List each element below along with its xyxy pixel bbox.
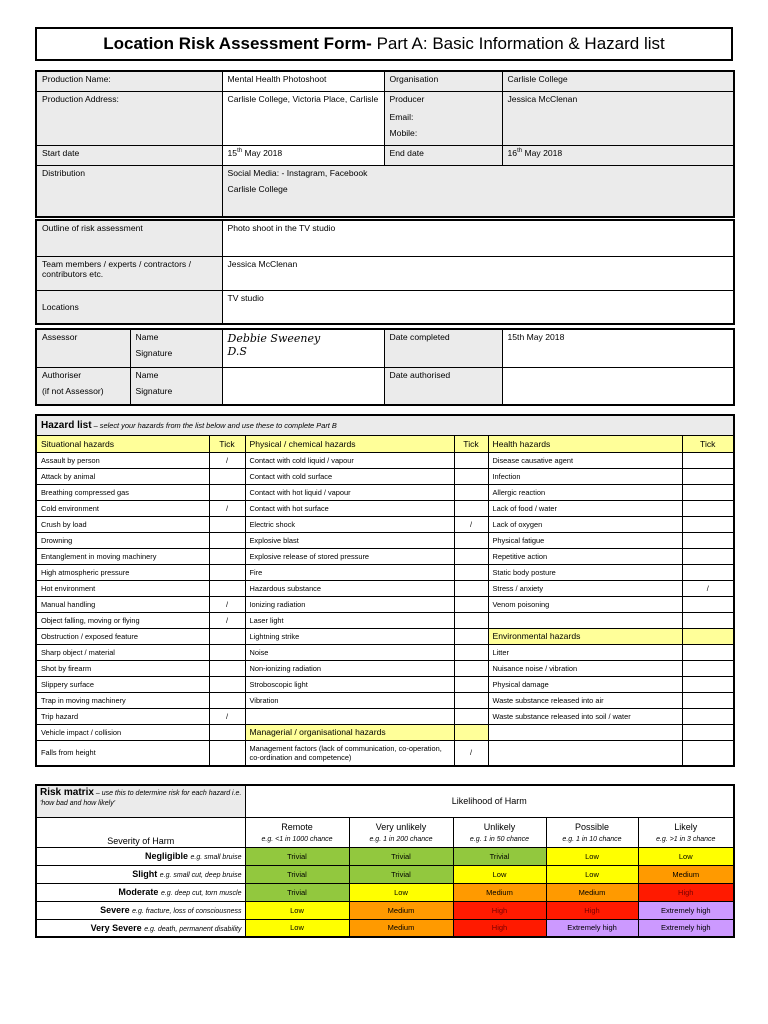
health-tick[interactable] <box>682 516 734 532</box>
form-title-rest: Part A: Basic Information & Hazard list <box>371 34 665 53</box>
physical-hazard: Contact with cold liquid / vapour <box>245 452 454 468</box>
situational-hazard: Manual handling <box>36 596 209 612</box>
start-date-rest: May 2018 <box>242 147 283 158</box>
hazard-row <box>36 676 734 692</box>
situational-hazard: Hot environment <box>36 580 209 596</box>
health-tick[interactable] <box>682 548 734 564</box>
likelihood-example: e.g. 1 in 50 chance <box>469 835 530 843</box>
hazard-list-title: Hazard list <box>41 419 92 431</box>
environmental-hazard: Waste substance released into air <box>488 692 682 708</box>
situational-hazard: Trip hazard <box>36 708 209 724</box>
producer-value[interactable]: Jessica McClenan <box>502 91 734 145</box>
situational-tick[interactable] <box>209 564 245 580</box>
severity-cell <box>36 901 245 919</box>
situational-tick[interactable] <box>209 548 245 564</box>
situational-tick[interactable] <box>209 532 245 548</box>
physical-hazard: Explosive release of stored pressure <box>245 548 454 564</box>
situational-hazard: Object falling, moving or flying <box>36 612 209 628</box>
situational-hazard: Assault by person <box>36 452 209 468</box>
assessor-name-signature-value[interactable] <box>222 329 384 367</box>
situational-hazard: Vehicle impact / collision <box>36 724 209 740</box>
risk-matrix-caption <box>36 785 245 817</box>
likelihood-name: Unlikely <box>483 821 516 832</box>
risk-row <box>36 883 734 901</box>
health-tick[interactable]: / <box>682 580 734 596</box>
environmental-header-tick <box>682 628 734 644</box>
risk-level-cell: Extremely high <box>638 901 734 919</box>
situational-hazard: Slippery surface <box>36 676 209 692</box>
physical-tick[interactable] <box>454 612 488 628</box>
hazard-row <box>36 484 734 500</box>
physical-tick[interactable] <box>454 580 488 596</box>
health-tick[interactable] <box>682 484 734 500</box>
risk-level-cell: Low <box>245 919 349 937</box>
severity-label: Severity of Harm <box>36 817 245 847</box>
end-date-label: End date <box>384 145 502 165</box>
outline-section <box>35 219 733 325</box>
environmental-header: Environmental hazards <box>488 628 682 644</box>
risk-level-cell: High <box>546 901 638 919</box>
likelihood-name: Possible <box>574 821 610 832</box>
mobile-label: Mobile: <box>389 127 418 138</box>
risk-level-cell: Medium <box>453 883 546 901</box>
situational-tick[interactable]: / <box>209 708 245 724</box>
hazard-list-note: – select your hazards from the list below and use these to complete Part B <box>91 420 337 430</box>
risk-level-cell: High <box>638 883 734 901</box>
physical-tick[interactable] <box>454 452 488 468</box>
risk-matrix-title: Risk matrix <box>40 787 94 798</box>
health-hazard: Physical fatigue <box>488 532 682 548</box>
start-date-value[interactable] <box>222 145 384 165</box>
authoriser-signature-label: Signature <box>135 385 173 396</box>
risk-level-cell: Trivial <box>245 883 349 901</box>
physical-hazard: Lightning strike <box>245 628 454 644</box>
physical-hazard <box>245 708 454 724</box>
situational-tick[interactable] <box>209 580 245 596</box>
situational-tick-header: Tick <box>209 435 245 452</box>
risk-level-cell: Low <box>638 847 734 865</box>
health-hazard: Allergic reaction <box>488 484 682 500</box>
severity-name: Moderate <box>118 887 159 897</box>
likelihood-example: e.g. >1 in 3 chance <box>656 835 716 843</box>
situational-tick[interactable]: / <box>209 596 245 612</box>
physical-tick[interactable] <box>454 532 488 548</box>
authoriser-name-sig-labels <box>130 367 222 405</box>
risk-level-cell: High <box>453 919 546 937</box>
environmental-hazard: Litter <box>488 644 682 660</box>
situational-tick[interactable] <box>209 724 245 740</box>
form-title-bold: Location Risk Assessment Form- <box>103 34 372 53</box>
risk-matrix-section <box>35 784 733 938</box>
risk-level-cell: Low <box>453 865 546 883</box>
health-header: Health hazards <box>488 435 682 452</box>
physical-header: Physical / chemical hazards <box>245 435 454 452</box>
physical-tick[interactable] <box>454 628 488 644</box>
likelihood-3 <box>453 817 546 847</box>
locations-label: Locations <box>36 290 222 324</box>
risk-level-cell: Extremely high <box>546 919 638 937</box>
environmental-tick[interactable] <box>682 644 734 660</box>
end-date-day: 16 <box>507 147 518 158</box>
likelihood-1 <box>245 817 349 847</box>
risk-level-cell: Medium <box>638 865 734 883</box>
severity-example: e.g. small bruise <box>190 854 242 861</box>
physical-hazard: Hazardous substance <box>245 580 454 596</box>
risk-row <box>36 919 734 937</box>
health-hazard: Lack of food / water <box>488 500 682 516</box>
producer-block <box>384 91 502 145</box>
physical-tick[interactable] <box>454 644 488 660</box>
hazard-row <box>36 740 734 766</box>
risk-level-cell: Medium <box>349 901 453 919</box>
organisation-value[interactable]: Carlisle College <box>502 71 734 91</box>
health-hazard: Static body posture <box>488 564 682 580</box>
environmental-hazard: Waste substance released into soil / water <box>488 708 682 724</box>
production-address-value[interactable]: Carlisle College, Victoria Place, Carlisle <box>222 91 384 145</box>
assessor-name-sig-labels <box>130 329 222 367</box>
health-hazard: Stress / anxiety <box>488 580 682 596</box>
physical-hazard: Ionizing radiation <box>245 596 454 612</box>
health-hazard: Infection <box>488 468 682 484</box>
end-date-rest: May 2018 <box>522 147 563 158</box>
environmental-hazard: Nuisance noise / vibration <box>488 660 682 676</box>
situational-hazard: Attack by animal <box>36 468 209 484</box>
physical-hazard: Stroboscopic light <box>245 676 454 692</box>
physical-hazard: Contact with cold surface <box>245 468 454 484</box>
risk-level-cell: Low <box>349 883 453 901</box>
likelihood-4 <box>546 817 638 847</box>
environmental-tick[interactable] <box>682 676 734 692</box>
severity-cell <box>36 847 245 865</box>
situational-hazard: Cold environment <box>36 500 209 516</box>
likelihood-name: Remote <box>281 821 313 832</box>
likelihood-example: e.g. 1 in 10 chance <box>562 835 622 843</box>
situational-hazard: Sharp object / material <box>36 644 209 660</box>
outline-label: Outline of risk assessment <box>36 220 222 256</box>
situational-tick[interactable] <box>209 468 245 484</box>
situational-tick[interactable] <box>209 516 245 532</box>
physical-tick[interactable] <box>454 676 488 692</box>
likelihood-label: Likelihood of Harm <box>245 785 734 817</box>
environmental-tick[interactable] <box>682 724 734 740</box>
assessor-label: Assessor <box>36 329 130 367</box>
hazard-list-section <box>35 414 733 767</box>
authoriser-labels <box>36 367 130 405</box>
situational-tick[interactable]: / <box>209 612 245 628</box>
situational-hazard: Shot by firearm <box>36 660 209 676</box>
hazard-row <box>36 708 734 724</box>
health-hazard: Disease causative agent <box>488 452 682 468</box>
locations-value[interactable]: TV studio <box>222 290 734 324</box>
risk-level-cell: Low <box>546 865 638 883</box>
authoriser-value[interactable] <box>222 367 384 405</box>
environmental-hazard: Physical damage <box>488 676 682 692</box>
authoriser-name-label: Name <box>135 369 159 380</box>
severity-name: Slight <box>132 869 158 879</box>
physical-tick[interactable] <box>454 596 488 612</box>
physical-tick[interactable] <box>454 468 488 484</box>
physical-hazard: Noise <box>245 644 454 660</box>
severity-example: e.g. deep cut, torn muscle <box>160 890 242 897</box>
health-tick[interactable] <box>682 500 734 516</box>
situational-tick[interactable]: / <box>209 452 245 468</box>
risk-level-cell: Low <box>245 901 349 919</box>
hazard-row <box>36 580 734 596</box>
hazard-row <box>36 452 734 468</box>
authoriser-label: Authoriser <box>42 369 82 380</box>
severity-example: e.g. fracture, loss of consciousness <box>132 908 242 915</box>
assessor-signature-label: Signature <box>135 348 173 358</box>
managerial-tick[interactable]: / <box>454 740 488 766</box>
physical-hazard: Contact with hot surface <box>245 500 454 516</box>
physical-tick[interactable] <box>454 660 488 676</box>
severity-name: Very Severe <box>90 922 142 933</box>
severity-cell <box>36 883 245 901</box>
distribution-value[interactable] <box>222 165 734 217</box>
physical-tick[interactable] <box>454 548 488 564</box>
distribution-label: Distribution <box>36 165 222 217</box>
hazard-row <box>36 724 734 740</box>
environmental-tick[interactable] <box>682 660 734 676</box>
production-address-label: Production Address: <box>36 91 222 145</box>
situational-tick[interactable]: / <box>209 500 245 516</box>
severity-cell <box>36 919 245 937</box>
situational-tick[interactable] <box>209 740 245 766</box>
situational-tick[interactable] <box>209 660 245 676</box>
hazard-row <box>36 692 734 708</box>
physical-hazard: Explosive blast <box>245 532 454 548</box>
hazard-row <box>36 548 734 564</box>
physical-tick[interactable] <box>454 564 488 580</box>
physical-tick-header: Tick <box>454 435 488 452</box>
assessor-name-value: Debbie Sweeney <box>227 332 321 345</box>
physical-tick[interactable] <box>454 500 488 516</box>
hazard-row <box>36 612 734 628</box>
situational-hazard: Breathing compressed gas <box>36 484 209 500</box>
date-authorised-value[interactable] <box>502 367 734 405</box>
health-tick[interactable] <box>682 564 734 580</box>
health-tick[interactable] <box>682 468 734 484</box>
team-label: Team members / experts / contractors / contributors etc. <box>36 256 222 290</box>
start-date-sup: th <box>237 147 243 154</box>
risk-row <box>36 847 734 865</box>
severity-name: Negligible <box>145 851 189 861</box>
end-date-value[interactable] <box>502 145 734 165</box>
managerial-header: Managerial / organisational hazards <box>245 724 454 740</box>
environmental-hazard <box>488 724 682 740</box>
environmental-tick[interactable] <box>682 708 734 724</box>
form-title <box>35 27 733 61</box>
risk-level-cell: Extremely high <box>638 919 734 937</box>
health-tick[interactable] <box>682 452 734 468</box>
likelihood-name: Very unlikely <box>375 821 427 832</box>
basic-info-section <box>35 70 733 218</box>
severity-example: e.g. small cut, deep bruise <box>159 872 242 879</box>
team-value[interactable]: Jessica McClenan <box>222 256 734 290</box>
hazard-row <box>36 500 734 516</box>
end-date-sup: th <box>517 147 523 154</box>
physical-tick[interactable] <box>454 692 488 708</box>
risk-level-cell: Medium <box>349 919 453 937</box>
risk-row <box>36 901 734 919</box>
organisation-label: Organisation <box>384 71 502 91</box>
likelihood-example: e.g. <1 in 1000 chance <box>261 835 333 843</box>
situational-hazard: Falls from height <box>36 740 209 766</box>
health-hazard: Repetitive action <box>488 548 682 564</box>
hazard-row <box>36 596 734 612</box>
distribution-line-2: Carlisle College <box>227 183 288 194</box>
situational-tick[interactable] <box>209 628 245 644</box>
severity-name: Severe <box>100 905 130 915</box>
situational-tick[interactable] <box>209 692 245 708</box>
physical-hazard: Non-ionizing radiation <box>245 660 454 676</box>
risk-level-cell: Low <box>546 847 638 865</box>
health-tick[interactable] <box>682 532 734 548</box>
physical-tick[interactable] <box>454 484 488 500</box>
severity-cell <box>36 865 245 883</box>
environmental-hazard <box>488 740 682 766</box>
hazard-row <box>36 468 734 484</box>
situational-hazard: Drowning <box>36 532 209 548</box>
health-tick[interactable] <box>682 612 734 628</box>
hazard-row <box>36 660 734 676</box>
risk-level-cell: Trivial <box>453 847 546 865</box>
situational-hazard: Obstruction / exposed feature <box>36 628 209 644</box>
distribution-line-1: Social Media: - Instagram, Facebook <box>227 167 368 178</box>
situational-tick[interactable] <box>209 676 245 692</box>
physical-hazard: Vibration <box>245 692 454 708</box>
physical-tick[interactable]: / <box>454 516 488 532</box>
risk-level-cell: Trivial <box>349 847 453 865</box>
physical-hazard: Laser light <box>245 612 454 628</box>
health-hazard: Lack of oxygen <box>488 516 682 532</box>
situational-hazard: Entanglement in moving machinery <box>36 548 209 564</box>
risk-level-cell: High <box>453 901 546 919</box>
assessor-signature-value: D.S <box>227 345 247 358</box>
email-label: Email: <box>389 111 414 122</box>
start-date-label: Start date <box>36 145 222 165</box>
managerial-header-tick <box>454 724 488 740</box>
situational-hazard: High atmospheric pressure <box>36 564 209 580</box>
production-name-value[interactable]: Mental Health Photoshoot <box>222 71 384 91</box>
health-hazard <box>488 612 682 628</box>
date-completed-label: Date completed <box>384 329 502 367</box>
date-completed-value[interactable]: 15th May 2018 <box>502 329 734 367</box>
hazard-row <box>36 516 734 532</box>
producer-label: Producer <box>389 93 425 104</box>
health-tick[interactable] <box>682 596 734 612</box>
hazard-list-caption <box>36 415 734 435</box>
situational-hazard: Crush by load <box>36 516 209 532</box>
likelihood-2 <box>349 817 453 847</box>
situational-header: Situational hazards <box>36 435 209 452</box>
risk-level-cell: Medium <box>546 883 638 901</box>
physical-hazard: Electric shock <box>245 516 454 532</box>
situational-hazard: Trap in moving machinery <box>36 692 209 708</box>
assessor-name-label: Name <box>135 332 159 342</box>
likelihood-name: Likely <box>674 821 698 832</box>
risk-row <box>36 865 734 883</box>
hazard-row <box>36 532 734 548</box>
health-tick-header: Tick <box>682 435 734 452</box>
risk-level-cell: Trivial <box>245 865 349 883</box>
situational-tick[interactable] <box>209 484 245 500</box>
hazard-row <box>36 644 734 660</box>
hazard-row <box>36 564 734 580</box>
risk-level-cell: Trivial <box>349 865 453 883</box>
managerial-hazard: Management factors (lack of communication, co-operation, co-ordination and competence) <box>245 740 454 766</box>
production-name-label: Production Name: <box>36 71 222 91</box>
risk-matrix-note: – use this to determine risk for each hazard i.e. 'how bad and how likely' <box>40 790 242 807</box>
environmental-tick[interactable] <box>682 740 734 766</box>
likelihood-example: e.g. 1 in 200 chance <box>369 835 433 843</box>
outline-value[interactable]: Photo shoot in the TV studio <box>222 220 734 256</box>
risk-level-cell: Trivial <box>245 847 349 865</box>
physical-tick[interactable] <box>454 708 488 724</box>
start-date-day: 15 <box>227 147 238 158</box>
severity-example: e.g. death, permanent disability <box>144 925 242 933</box>
hazard-row <box>36 628 734 644</box>
likelihood-5 <box>638 817 734 847</box>
date-authorised-label: Date authorised <box>384 367 502 405</box>
assessor-section <box>35 328 733 406</box>
if-not-assessor-label: (if not Assessor) <box>42 385 104 396</box>
physical-hazard: Contact with hot liquid / vapour <box>245 484 454 500</box>
physical-hazard: Fire <box>245 564 454 580</box>
health-hazard: Venom poisoning <box>488 596 682 612</box>
environmental-tick[interactable] <box>682 692 734 708</box>
situational-tick[interactable] <box>209 644 245 660</box>
